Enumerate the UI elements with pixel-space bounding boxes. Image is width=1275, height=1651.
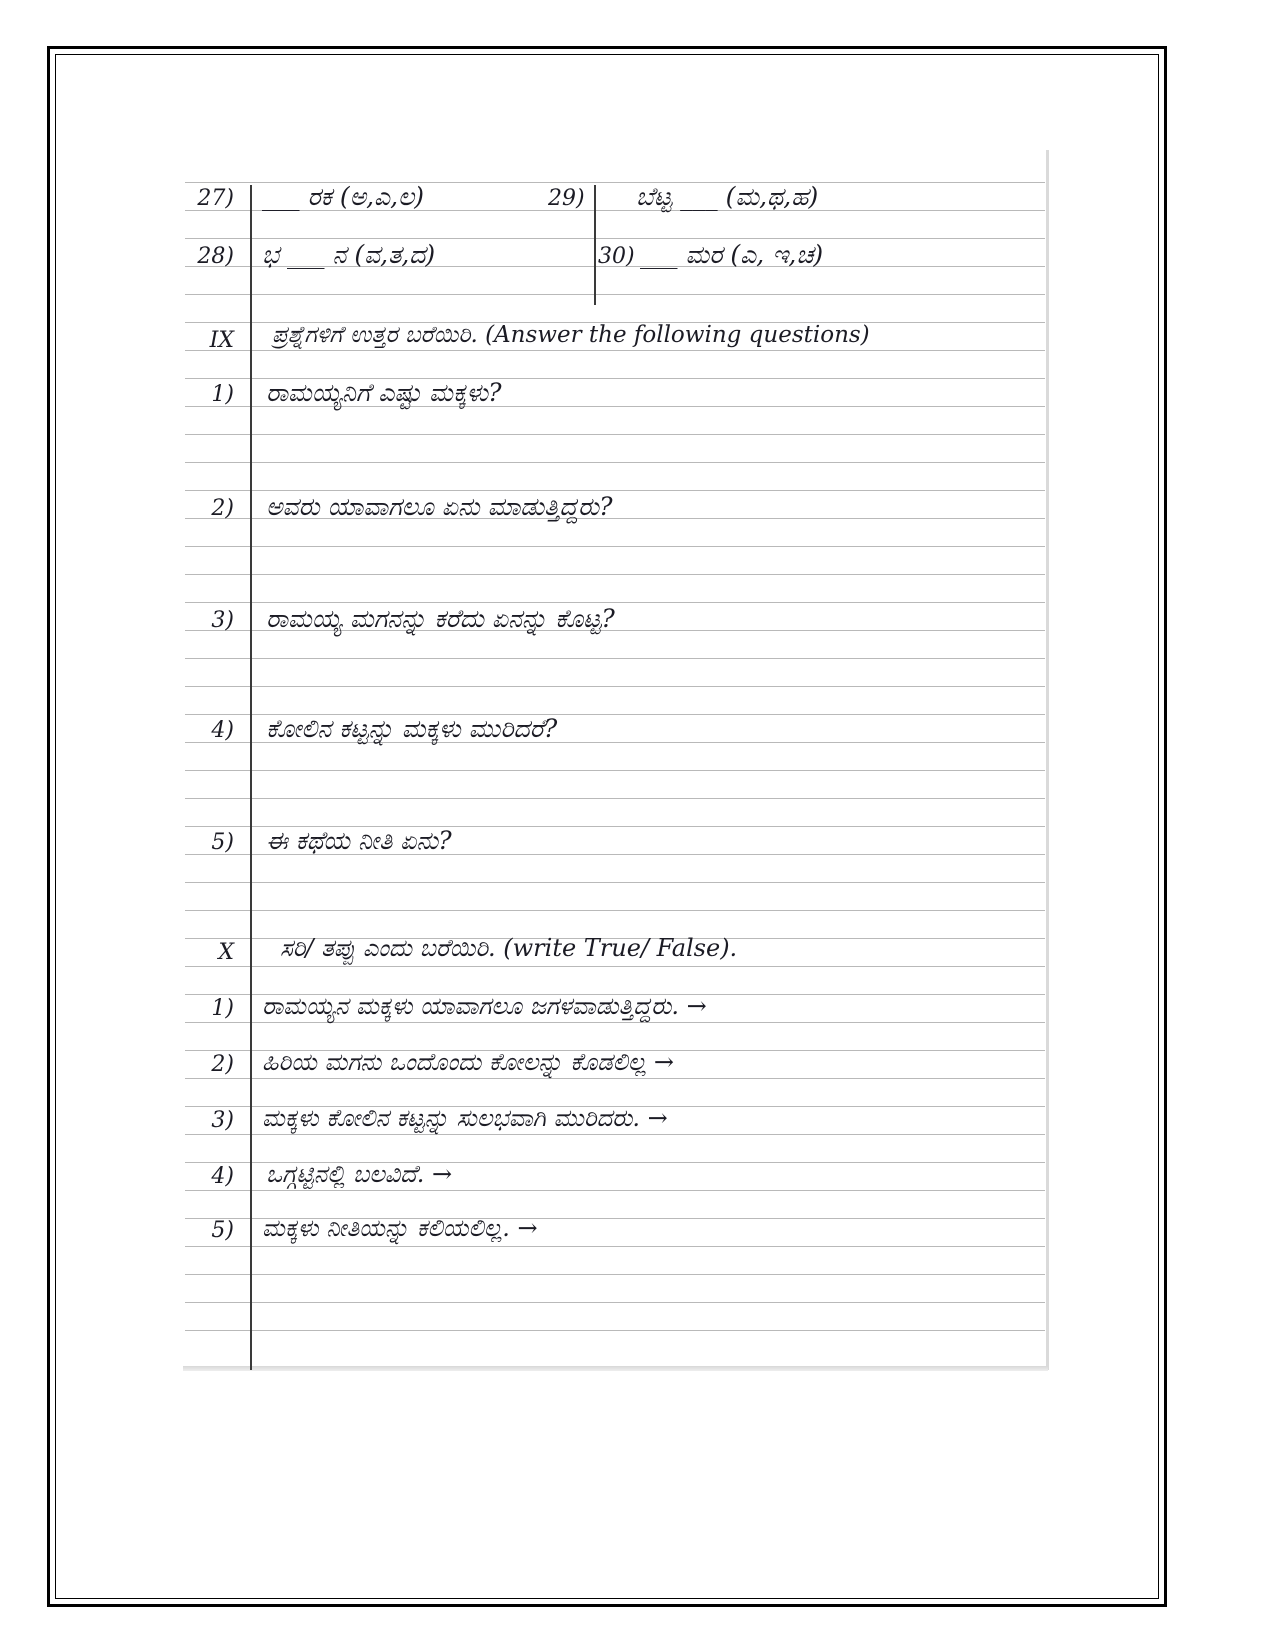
ruled-line <box>185 1022 1045 1023</box>
fill-in-item: ಭ ___ ನ (ವ,ತ,ದ) <box>262 240 436 269</box>
fill-in-item: ___ ರಕ (ಅ,ಎ,ಲ) <box>262 182 424 211</box>
ruled-line <box>185 1302 1045 1303</box>
statement-number: 5) <box>211 1218 234 1243</box>
question-text: ಕೋಲಿನ ಕಟ್ಟನ್ನು ಮಕ್ಕಳು ಮುರಿದರೆ? <box>266 714 558 743</box>
section-numeral: X <box>218 940 234 965</box>
question-number: 5) <box>211 830 234 855</box>
statement-number: 4) <box>211 1164 234 1189</box>
ruled-line <box>185 798 1045 799</box>
item-number: 28) <box>197 244 234 269</box>
ruled-line <box>185 686 1045 687</box>
ruled-line <box>185 910 1045 911</box>
ruled-line <box>185 294 1045 295</box>
statement-number: 2) <box>211 1052 234 1077</box>
fill-in-item: ___ ಮರ (ಎ, ಇ,ಚ) <box>640 240 824 269</box>
statement-number: 1) <box>211 996 234 1021</box>
ruled-line <box>185 490 1045 491</box>
question-number: 3) <box>211 608 234 633</box>
ruled-line <box>185 546 1045 547</box>
statement-text: ಮಕ್ಕಳು ನೀತಿಯನ್ನು ಕಲಿಯಲಿಲ್ಲ. → <box>262 1214 538 1242</box>
ruled-line <box>185 882 1045 883</box>
paper-bottom-edge <box>183 1366 1048 1371</box>
ruled-line <box>185 770 1045 771</box>
statement-text: ಮಕ್ಕಳು ಕೋಲಿನ ಕಟ್ಟನ್ನು ಸುಲಭವಾಗಿ ಮುರಿದರು. → <box>262 1104 668 1132</box>
margin-line <box>250 185 252 1370</box>
question-text: ಅವರು ಯಾವಾಗಲೂ ಏನು ಮಾಡುತ್ತಿದ್ದರು? <box>266 492 613 521</box>
statement-text: ರಾಮಯ್ಯನ ಮಕ್ಕಳು ಯಾವಾಗಲೂ ಜಗಳವಾಡುತ್ತಿದ್ದರು. → <box>262 992 707 1020</box>
section-heading: ಸರಿ/ ತಪ್ಪು ಎಂದು ಬರೆಯಿರಿ. (write True/ False). <box>280 934 738 962</box>
ruled-line <box>185 434 1045 435</box>
ruled-line <box>185 1134 1045 1135</box>
item-number: 29) <box>548 186 585 211</box>
question-text: ಈ ಕಥೆಯ ನೀತಿ ಏನು? <box>266 826 452 855</box>
question-text: ರಾಮಯ್ಯ ಮಗನನ್ನು ಕರೆದು ಏನನ್ನು ಕೊಟ್ಟ? <box>266 604 615 633</box>
section-numeral: IX <box>209 328 234 353</box>
item-number: 30) <box>598 244 635 269</box>
ruled-line <box>185 1190 1045 1191</box>
question-number: 1) <box>211 382 234 407</box>
statement-text: ಹಿರಿಯ ಮಗನು ಒಂದೊಂದು ಕೋಲನ್ನು ಕೊಡಲಿಲ್ಲ → <box>262 1048 675 1076</box>
question-text: ರಾಮಯ್ಯನಿಗೆ ಎಷ್ಟು ಮಕ್ಕಳು? <box>266 378 502 407</box>
statement-text: ಒಗ್ಗಟ್ಟಿನಲ್ಲಿ ಬಲವಿದೆ. → <box>266 1160 453 1188</box>
ruled-line <box>185 350 1045 351</box>
ruled-line <box>185 1246 1045 1247</box>
ruled-line <box>185 1078 1045 1079</box>
ruled-line <box>185 602 1045 603</box>
question-number: 2) <box>211 496 234 521</box>
section-heading: ಪ್ರಶ್ನೆಗಳಿಗೆ ಉತ್ತರ ಬರೆಯಿರಿ. (Answer the following questions) <box>272 322 870 348</box>
ruled-line <box>185 658 1045 659</box>
ruled-line <box>185 966 1045 967</box>
fill-in-item: ಬೆಟ್ಟ ___ (ಮ,ಥ,ಹ) <box>636 182 819 211</box>
ruled-line <box>185 1330 1045 1331</box>
ruled-line <box>185 238 1045 239</box>
item-number: 27) <box>197 186 234 211</box>
statement-number: 3) <box>211 1108 234 1133</box>
question-number: 4) <box>211 718 234 743</box>
paper-edge-shadow <box>1046 150 1049 1370</box>
ruled-line <box>185 462 1045 463</box>
ruled-line <box>185 574 1045 575</box>
ruled-line <box>185 1274 1045 1275</box>
